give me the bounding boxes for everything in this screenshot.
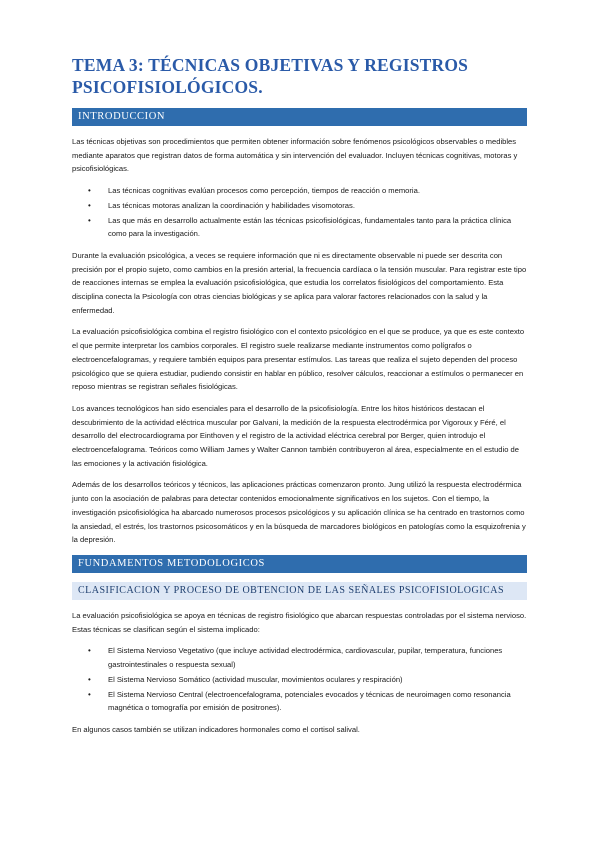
- intro-paragraph-3: La evaluación psicofisiológica combina el registro fisiológico con el contexto psicológico en el que se produce, ya que es este contexto el que permite interpretar los cambios corporales. El registro suele realizarse mediante instrumentos como polígrafos o electroencefalogramas, y requiere también equipos para presentar estímulos. Las tareas que realiza el sujeto dependen del proceso psicológico que se quiera estudiar, pudiendo consistir en hablar en público, resolver cálculos, reaccionar a estímulos o permanecer en reposo mientras se registran señales fisiológicas.: [72, 327, 525, 392]
- list-item: • Las técnicas motoras analizan la coordinación y habilidades visomotoras.: [108, 199, 527, 213]
- method-paragraph-1: La evaluación psicofisiológica se apoya en técnicas de registro fisiológico que abarcan respuestas controladas por el sistema nervioso. Estas técnicas se clasifican según el sistema implicado:: [72, 610, 527, 634]
- section-heading-introduccion: INTRODUCCION: [72, 108, 527, 126]
- techniques-list: [72, 184, 527, 241]
- section-heading-fundamentos: FUNDAMENTOS METODOLOGICOS: [72, 555, 527, 573]
- subsection-heading-clasificacion: CLASIFICACION Y PROCESO DE OBTENCION DE LAS SEÑALES PSICOFISIOLOGICAS: [72, 582, 527, 600]
- list-item: • Las técnicas cognitivas evalúan procesos como percepción, tiempos de reacción o memoria.: [108, 184, 527, 198]
- nervous-system-list: [72, 644, 527, 715]
- list-item: • El Sistema Nervioso Vegetativo (que incluye actividad electrodérmica, cardiovascular, pupilar, temperatura, funciones gastrointestinales o respuesta sexual): [108, 644, 527, 671]
- intro-paragraph-4: Los avances tecnológicos han sido esenciales para el desarrollo de la psicofisiología. Entre los hitos históricos destacan el descubrimiento de la actividad eléctrica muscular por Galvani, la medición de la respuesta electrodérmica por Vigoroux y Féré, el desarrollo del electrocardiograma por Einthoven y el registro de la actividad eléctrica cerebral por Berger, quien introdujo el electroencefalograma. Teóricos como William James y Walter Cannon también contribuyeron al área, especialmente en el estudio de las emociones y la activación fisiológica.: [72, 403, 519, 468]
- page-title: TEMA 3: TÉCNICAS OBJETIVAS Y REGISTROS PSICOFISIOLÓGICOS.: [72, 55, 469, 97]
- list-item: • El Sistema Nervioso Somático (actividad muscular, movimientos oculares y respiración): [108, 673, 527, 687]
- list-item: • El Sistema Nervioso Central (electroencefalograma, potenciales evocados y técnicas de neuroimagen como resonancia magnética o tomografía por emisión de positrones).: [108, 688, 527, 715]
- intro-paragraph-1: Las técnicas objetivas son procedimientos que permiten obtener información sobre fenómenos psicológicos observables o medibles mediante aparatos que registran datos de forma automática y sin intervención del evaluador. Incluyen técnicas cognitivas, motoras y psicofisiológicas.: [72, 137, 518, 174]
- list-item: • Las que más en desarrollo actualmente están las técnicas psicofisiológicas, fundamentales tanto para la práctica clínica como para la investigación.: [108, 214, 527, 241]
- intro-paragraph-5: Además de los desarrollos teóricos y técnicos, las aplicaciones prácticas comenzaron pronto. Jung utilizó la respuesta electrodérmica junto con la asociación de palabras para detectar contenidos emocionalmente significativos en los sujetos. Con el tiempo, la investigación psicofisiológica ha abarcado numerosos procesos psicológicos y su aplicación clínica se ha centrado en trastornos como la ansiedad, el estrés, los trastornos psicosomáticos y en la búsqueda de marcadores biológicos en patologías como la esquizofrenia y la depresión.: [72, 480, 526, 545]
- method-paragraph-2: En algunos casos también se utilizan indicadores hormonales como el cortisol salival.: [72, 724, 360, 734]
- intro-paragraph-2: Durante la evaluación psicológica, a veces se requiere información que ni es directamente observable ni puede ser descrita con precisión por el propio sujeto, como cambios en la presión arterial, la frecuencia cardíaca o la tensión muscular. Para registrar este tipo de reacciones internas se emplea la evaluación psicofisiológica, que estudia los correlatos fisiológicos del comportamiento. Esta disciplina conecta la Psicología con otras ciencias biológicas y se aplica para valorar factores relacionados con la salud y la enfermedad.: [72, 250, 527, 315]
